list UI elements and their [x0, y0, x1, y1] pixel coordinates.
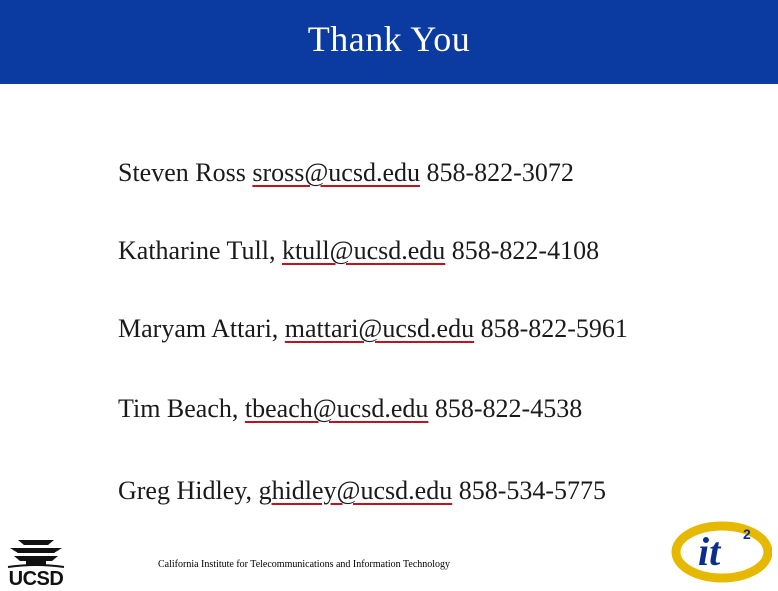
ucsd-emblem-icon [4, 534, 68, 570]
ucsd-logo-text: UCSD [8, 568, 64, 590]
email-link[interactable]: mattari@ucsd.edu [284, 314, 475, 343]
contact-row [118, 314, 628, 344]
title-bar [0, 0, 778, 84]
ucsd-logo-icon [4, 534, 68, 588]
contact-phone: 858-822-5961 [474, 314, 628, 343]
email-link[interactable]: ktull@ucsd.edu [281, 236, 446, 265]
contact-phone: 858-534-5775 [452, 476, 607, 505]
contact-phone: 858-822-3072 [420, 158, 574, 187]
email-link[interactable]: sross@ucsd.edu [252, 158, 420, 187]
calit2-logo-text: it [698, 529, 721, 574]
slide-title: Thank You [307, 19, 471, 59]
contact-row [118, 158, 574, 188]
contact-row [118, 394, 582, 424]
contact-phone: 858-822-4108 [445, 236, 600, 265]
footer-text: California Institute for Telecommunications and Information Technology [158, 559, 451, 570]
contact-row [118, 476, 606, 506]
calit2-logo-superscript: 2 [743, 526, 751, 542]
contact-name: Maryam Attari, [118, 314, 285, 343]
email-link[interactable]: ghidley@ucsd.edu [258, 476, 453, 505]
email-link[interactable]: tbeach@ucsd.edu [244, 394, 429, 423]
contact-row [118, 236, 599, 266]
contact-name: Steven Ross [118, 158, 253, 187]
contact-name: Katharine Tull, [118, 236, 282, 265]
contact-name: Greg Hidley, [118, 476, 259, 505]
contact-phone: 858-822-4538 [428, 394, 583, 423]
contact-name: Tim Beach, [118, 394, 245, 423]
calit2-logo-icon [660, 516, 772, 588]
